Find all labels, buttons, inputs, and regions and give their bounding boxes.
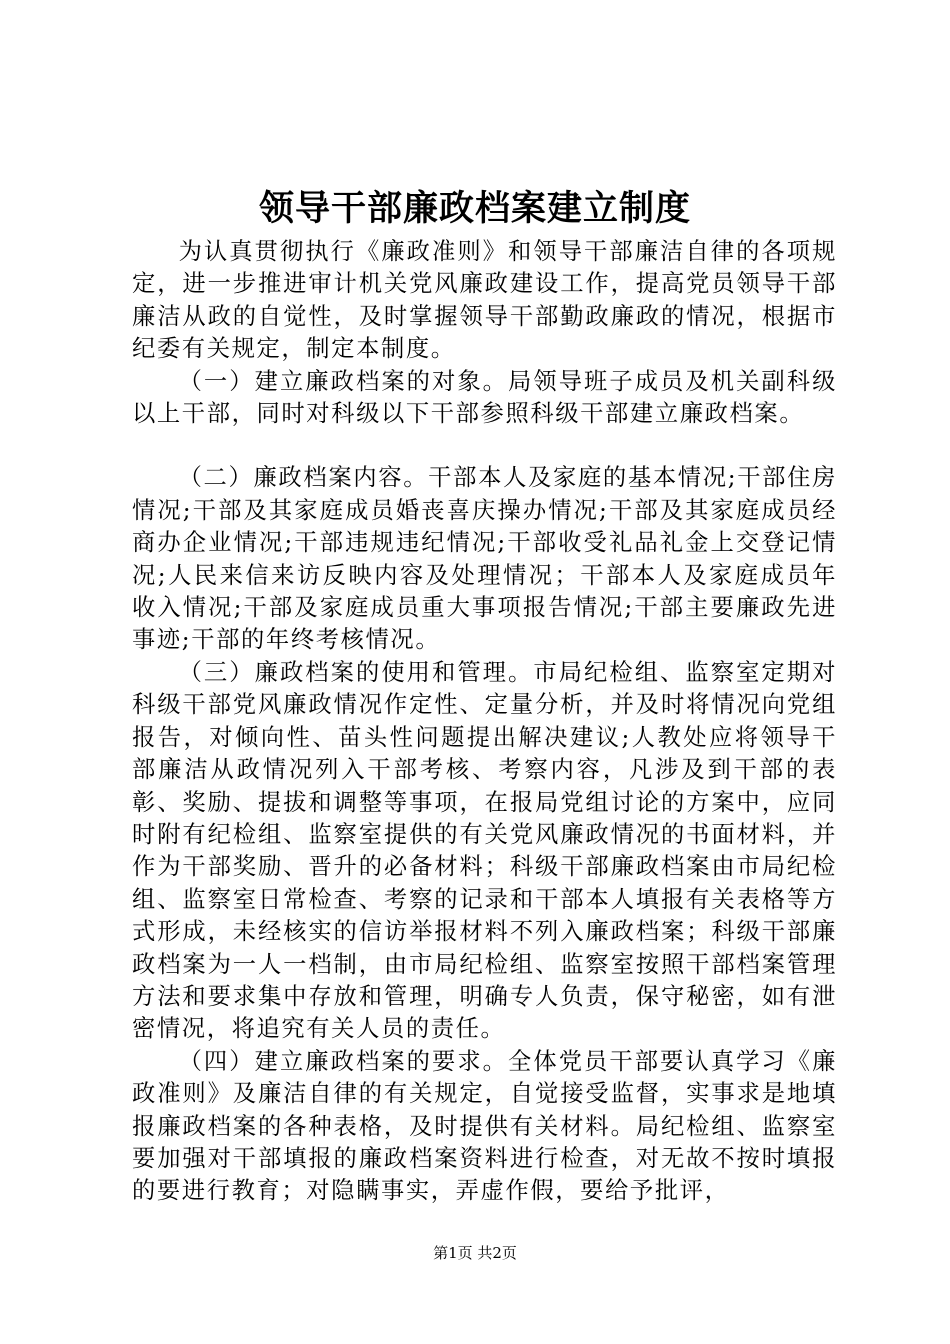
- paragraph-section-4: （四）建立廉政档案的要求。全体党员干部要认真学习《廉政准则》及廉洁自律的有关规定，自觉接受监督，实事求是地填报廉政档案的各种表格，及时提供有关材料。局纪检组、监察室要加强对干部填报的廉政档案资料进行检查，对无故不按时填报的要进行教育；对隐瞒事实，弄虚作假，要给予批评，: [132, 1047, 837, 1205]
- paragraph-section-1: （一）建立廉政档案的对象。局领导班子成员及机关副科级以上干部，同时对科级以下干部参照科级干部建立廉政档案。: [132, 367, 837, 428]
- paragraph-section-2: （二）廉政档案内容。干部本人及家庭的基本情况;干部住房情况;干部及其家庭成员婚丧喜庆操办情况;干部及其家庭成员经商办企业情况;干部违规违纪情况;干部收受礼品礼金上交登记情况;人民来信来访反映内容及处理情况；干部本人及家庭成员年收入情况;干部及家庭成员重大事项报告情况;干部主要廉政先进事迹;干部的年终考核情况。: [132, 464, 837, 654]
- paragraph-intro: 为认真贯彻执行《廉政准则》和领导干部廉洁自律的各项规定，进一步推进审计机关党风廉政建设工作，提高党员领导干部廉洁从政的自觉性，及时掌握领导干部勤政廉政的情况，根据市纪委有关规定，制定本制度。: [132, 238, 837, 363]
- document-body: [132, 236, 837, 1208]
- paragraph-section-3: （三）廉政档案的使用和管理。市局纪检组、监察室定期对科级干部党风廉政情况作定性、定量分析，并及时将情况向党组报告，对倾向性、苗头性问题提出解决建议;人教处应将领导干部廉洁从政情况列入干部考核、考察内容，凡涉及到干部的表彰、奖励、提拔和调整等事项，在报局党组讨论的方案中，应同时附有纪检组、监察室提供的有关党风廉政情况的书面材料，并作为干部奖励、晋升的必备材料；科级干部廉政档案由市局纪检组、监察室日常检查、考察的记录和干部本人填报有关表格等方式形成，未经核实的信访举报材料不列入廉政档案；科级干部廉政档案为一人一档制，由市局纪检组、监察室按照干部档案管理方法和要求集中存放和管理，明确专人负责，保守秘密，如有泄密情况，将追究有关人员的责任。: [132, 658, 837, 1043]
- document-title: 领导干部廉政档案建立制度: [258, 188, 691, 229]
- page-number-footer: 第1页 共2页: [433, 1244, 517, 1262]
